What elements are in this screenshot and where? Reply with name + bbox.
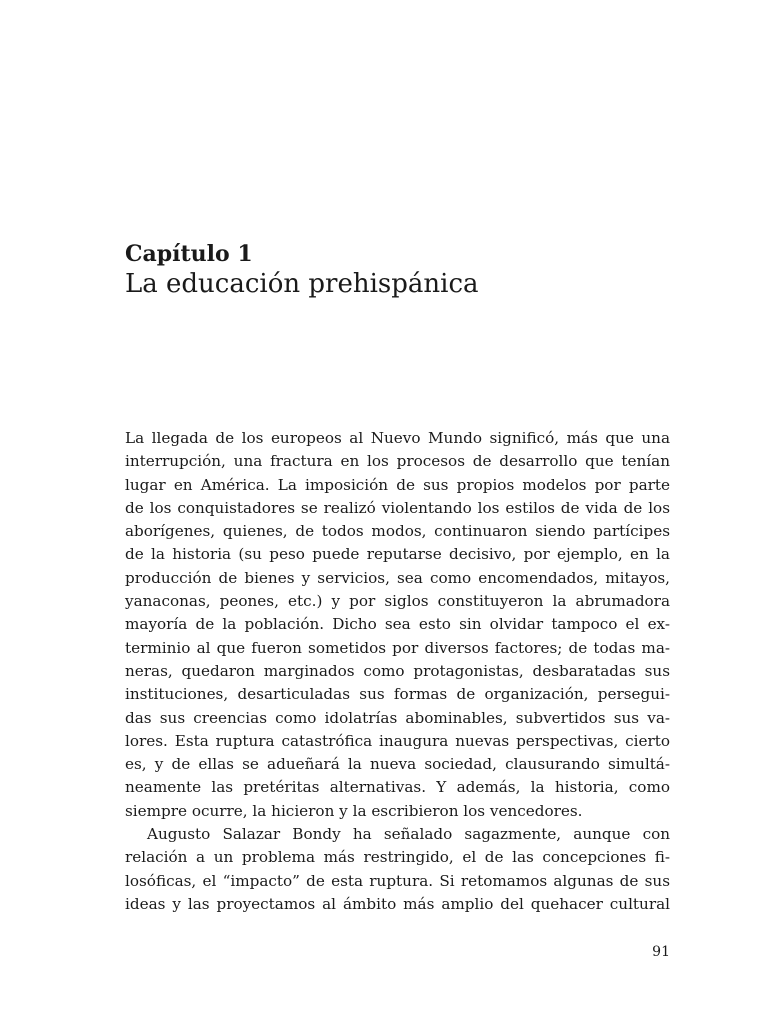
text-line: neras, quedaron marginados como protagonistas, desbaratadas sus [125,661,670,680]
text-line: mayoría de la población. Dicho sea esto sin olvidar tampoco el ex- [125,615,670,634]
body-text [125,427,670,916]
text-line: de los conquistadores se realizó violentando los estilos de vida de los [125,498,670,517]
page-number: 91 [652,944,670,960]
text-line: losóficas, el “impacto” de esta ruptura. Si retomamos algunas de sus [125,871,670,890]
text-line: de la historia (su peso puede reputarse decisivo, por ejemplo, en la [125,545,670,564]
text-line: producción de bienes y servicios, sea como encomendados, mitayos, [125,568,670,587]
chapter-title: La educación prehispánica [125,269,479,299]
chapter-heading [125,240,685,300]
paragraph-2 [125,823,670,916]
text-line: terminio al que fueron sometidos por diversos factores; de todas ma- [125,638,670,657]
text-line: lores. Esta ruptura catastrófica inaugura nuevas perspectivas, cierto [125,731,670,750]
text-line: aborígenes, quienes, de todos modos, continuaron siendo partícipes [125,522,670,541]
text-line: ideas y las proyectamos al ámbito más amplio del quehacer cultural [125,894,670,913]
chapter-label: Capítulo 1 [125,241,253,267]
text-line: Augusto Salazar Bondy ha señalado sagazmente, aunque con [147,825,670,844]
paragraph-1 [125,427,670,823]
text-line: instituciones, desarticuladas sus formas de organización, persegui- [125,685,670,704]
text-line: siempre ocurre, la hicieron y la escribieron los vencedores. [125,801,583,820]
text-line: es, y de ellas se adueñará la nueva sociedad, clausurando simultá- [125,755,670,774]
text-line: neamente las pretéritas alternativas. Y además, la historia, como [125,778,670,797]
text-line: interrupción, una fractura en los procesos de desarrollo que tenían [125,452,670,471]
text-line: yanaconas, peones, etc.) y por siglos constituyeron la abrumadora [125,592,670,611]
text-line: La llegada de los europeos al Nuevo Mundo significó, más que una [125,429,670,447]
text-line: relación a un problema más restringido, el de las concepciones fi- [125,848,670,867]
text-line: das sus creencias como idolatrías abominables, subvertidos sus va- [125,708,670,727]
text-line: lugar en América. La imposición de sus propios modelos por parte [125,475,670,494]
